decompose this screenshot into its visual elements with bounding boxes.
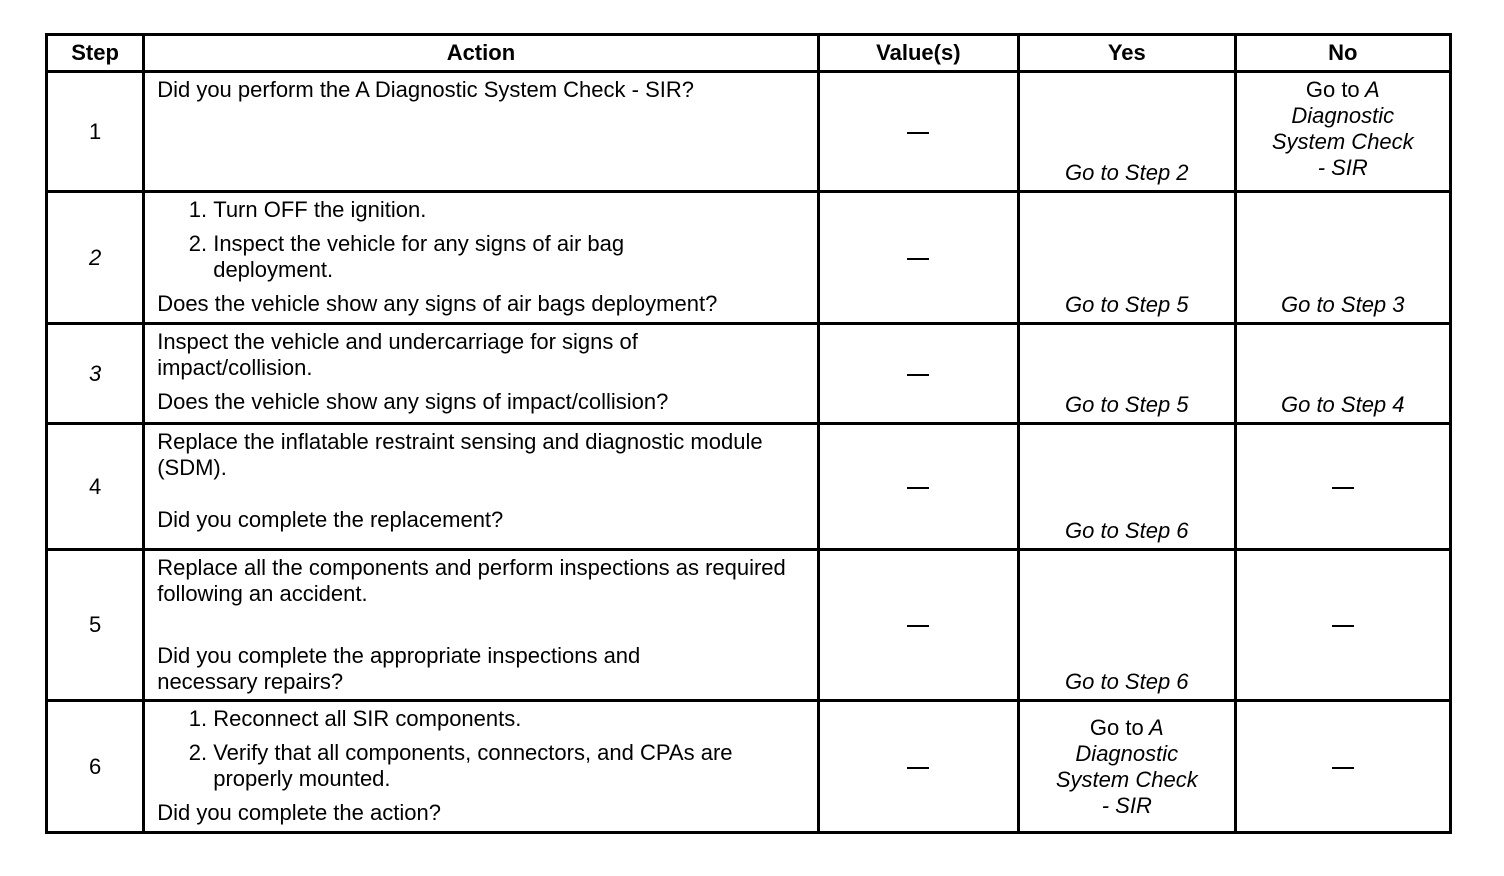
action-cell xyxy=(144,701,818,833)
header-row xyxy=(47,35,1451,72)
table-row xyxy=(47,550,1451,701)
yes-cell xyxy=(1019,550,1235,701)
action-text: Did you perform the A Diagnostic System Check - SIR? xyxy=(157,77,694,102)
action-question: Does the vehicle show any signs of air bags deployment? xyxy=(157,291,718,316)
table-row xyxy=(47,324,1451,424)
yes-cell xyxy=(1019,701,1235,833)
step-number: 1 xyxy=(47,72,144,192)
step-number: 6 xyxy=(47,701,144,833)
value-cell xyxy=(818,72,1018,192)
yes-cell xyxy=(1019,72,1235,192)
dash-mark xyxy=(907,258,929,260)
action-steps-list xyxy=(157,197,808,283)
no-goto: Go to Step 4 xyxy=(1280,392,1405,417)
yes-goto: Go to Step 5 xyxy=(1065,292,1189,317)
step-number: 5 xyxy=(47,550,144,701)
list-item: 2. Inspect the vehicle for any signs of air bag deployment. xyxy=(213,231,808,283)
header-yes: Yes xyxy=(1019,35,1235,72)
value-cell xyxy=(818,424,1018,550)
yes-cell xyxy=(1019,192,1235,324)
list-item: 1. Turn OFF the ignition. xyxy=(213,197,808,223)
yes-goto: Go to Step 5 xyxy=(1065,392,1189,417)
no-cell xyxy=(1235,72,1450,192)
value-cell xyxy=(818,192,1018,324)
action-cell xyxy=(144,424,818,550)
table-row xyxy=(47,701,1451,833)
dash-mark xyxy=(907,374,929,376)
no-cell xyxy=(1235,424,1450,550)
action-question: Did you complete the replacement? xyxy=(157,507,504,532)
yes-cell xyxy=(1019,324,1235,424)
no-goto: Go to A Diagnostic System Check - SIR xyxy=(1271,77,1414,180)
dash-mark xyxy=(907,132,929,134)
dash-mark xyxy=(907,767,929,769)
list-item: 2. Verify that all components, connectors, and CPAs are properly mounted. xyxy=(213,740,808,792)
no-goto: Go to Step 3 xyxy=(1280,292,1405,317)
step-number: 2 xyxy=(47,192,144,324)
value-cell xyxy=(818,701,1018,833)
table-row xyxy=(47,72,1451,192)
yes-goto: Go to Step 2 xyxy=(1065,160,1189,185)
table-row xyxy=(47,424,1451,550)
header-values: Value(s) xyxy=(818,35,1018,72)
dash-mark xyxy=(1332,487,1354,489)
header-action: Action xyxy=(144,35,818,72)
yes-goto: Go to Step 6 xyxy=(1065,518,1189,543)
action-question: Does the vehicle show any signs of impact/collision? xyxy=(157,389,669,414)
dash-mark xyxy=(907,487,929,489)
no-cell xyxy=(1235,701,1450,833)
action-cell xyxy=(144,324,818,424)
value-cell xyxy=(818,324,1018,424)
header-step: Step xyxy=(47,35,144,72)
action-cell xyxy=(144,550,818,701)
action-steps-list xyxy=(157,706,808,792)
no-cell xyxy=(1235,192,1450,324)
dash-mark xyxy=(1332,625,1354,627)
yes-goto: Go to Step 6 xyxy=(1065,669,1189,694)
dash-mark xyxy=(907,625,929,627)
action-cell xyxy=(144,72,818,192)
action-cell xyxy=(144,192,818,324)
dash-mark xyxy=(1332,767,1354,769)
action-question: Did you complete the appropriate inspections and necessary repairs? xyxy=(157,643,641,694)
value-cell xyxy=(818,550,1018,701)
yes-goto: Go to A Diagnostic System Check - SIR xyxy=(1055,714,1198,818)
no-cell xyxy=(1235,550,1450,701)
header-no: No xyxy=(1235,35,1450,72)
action-text: Replace the inflatable restraint sensing and diagnostic module (SDM). xyxy=(157,429,763,480)
step-number: 3 xyxy=(47,324,144,424)
step-number: 4 xyxy=(47,424,144,550)
diagnostic-table xyxy=(45,33,1452,834)
table-row xyxy=(47,192,1451,324)
no-cell xyxy=(1235,324,1450,424)
action-text: Replace all the components and perform inspections as required following an accident. xyxy=(157,555,786,606)
action-question: Did you complete the action? xyxy=(157,800,441,825)
list-item: 1. Reconnect all SIR components. xyxy=(213,706,808,732)
yes-cell xyxy=(1019,424,1235,550)
action-text: Inspect the vehicle and undercarriage for signs of impact/collision. xyxy=(157,329,638,380)
